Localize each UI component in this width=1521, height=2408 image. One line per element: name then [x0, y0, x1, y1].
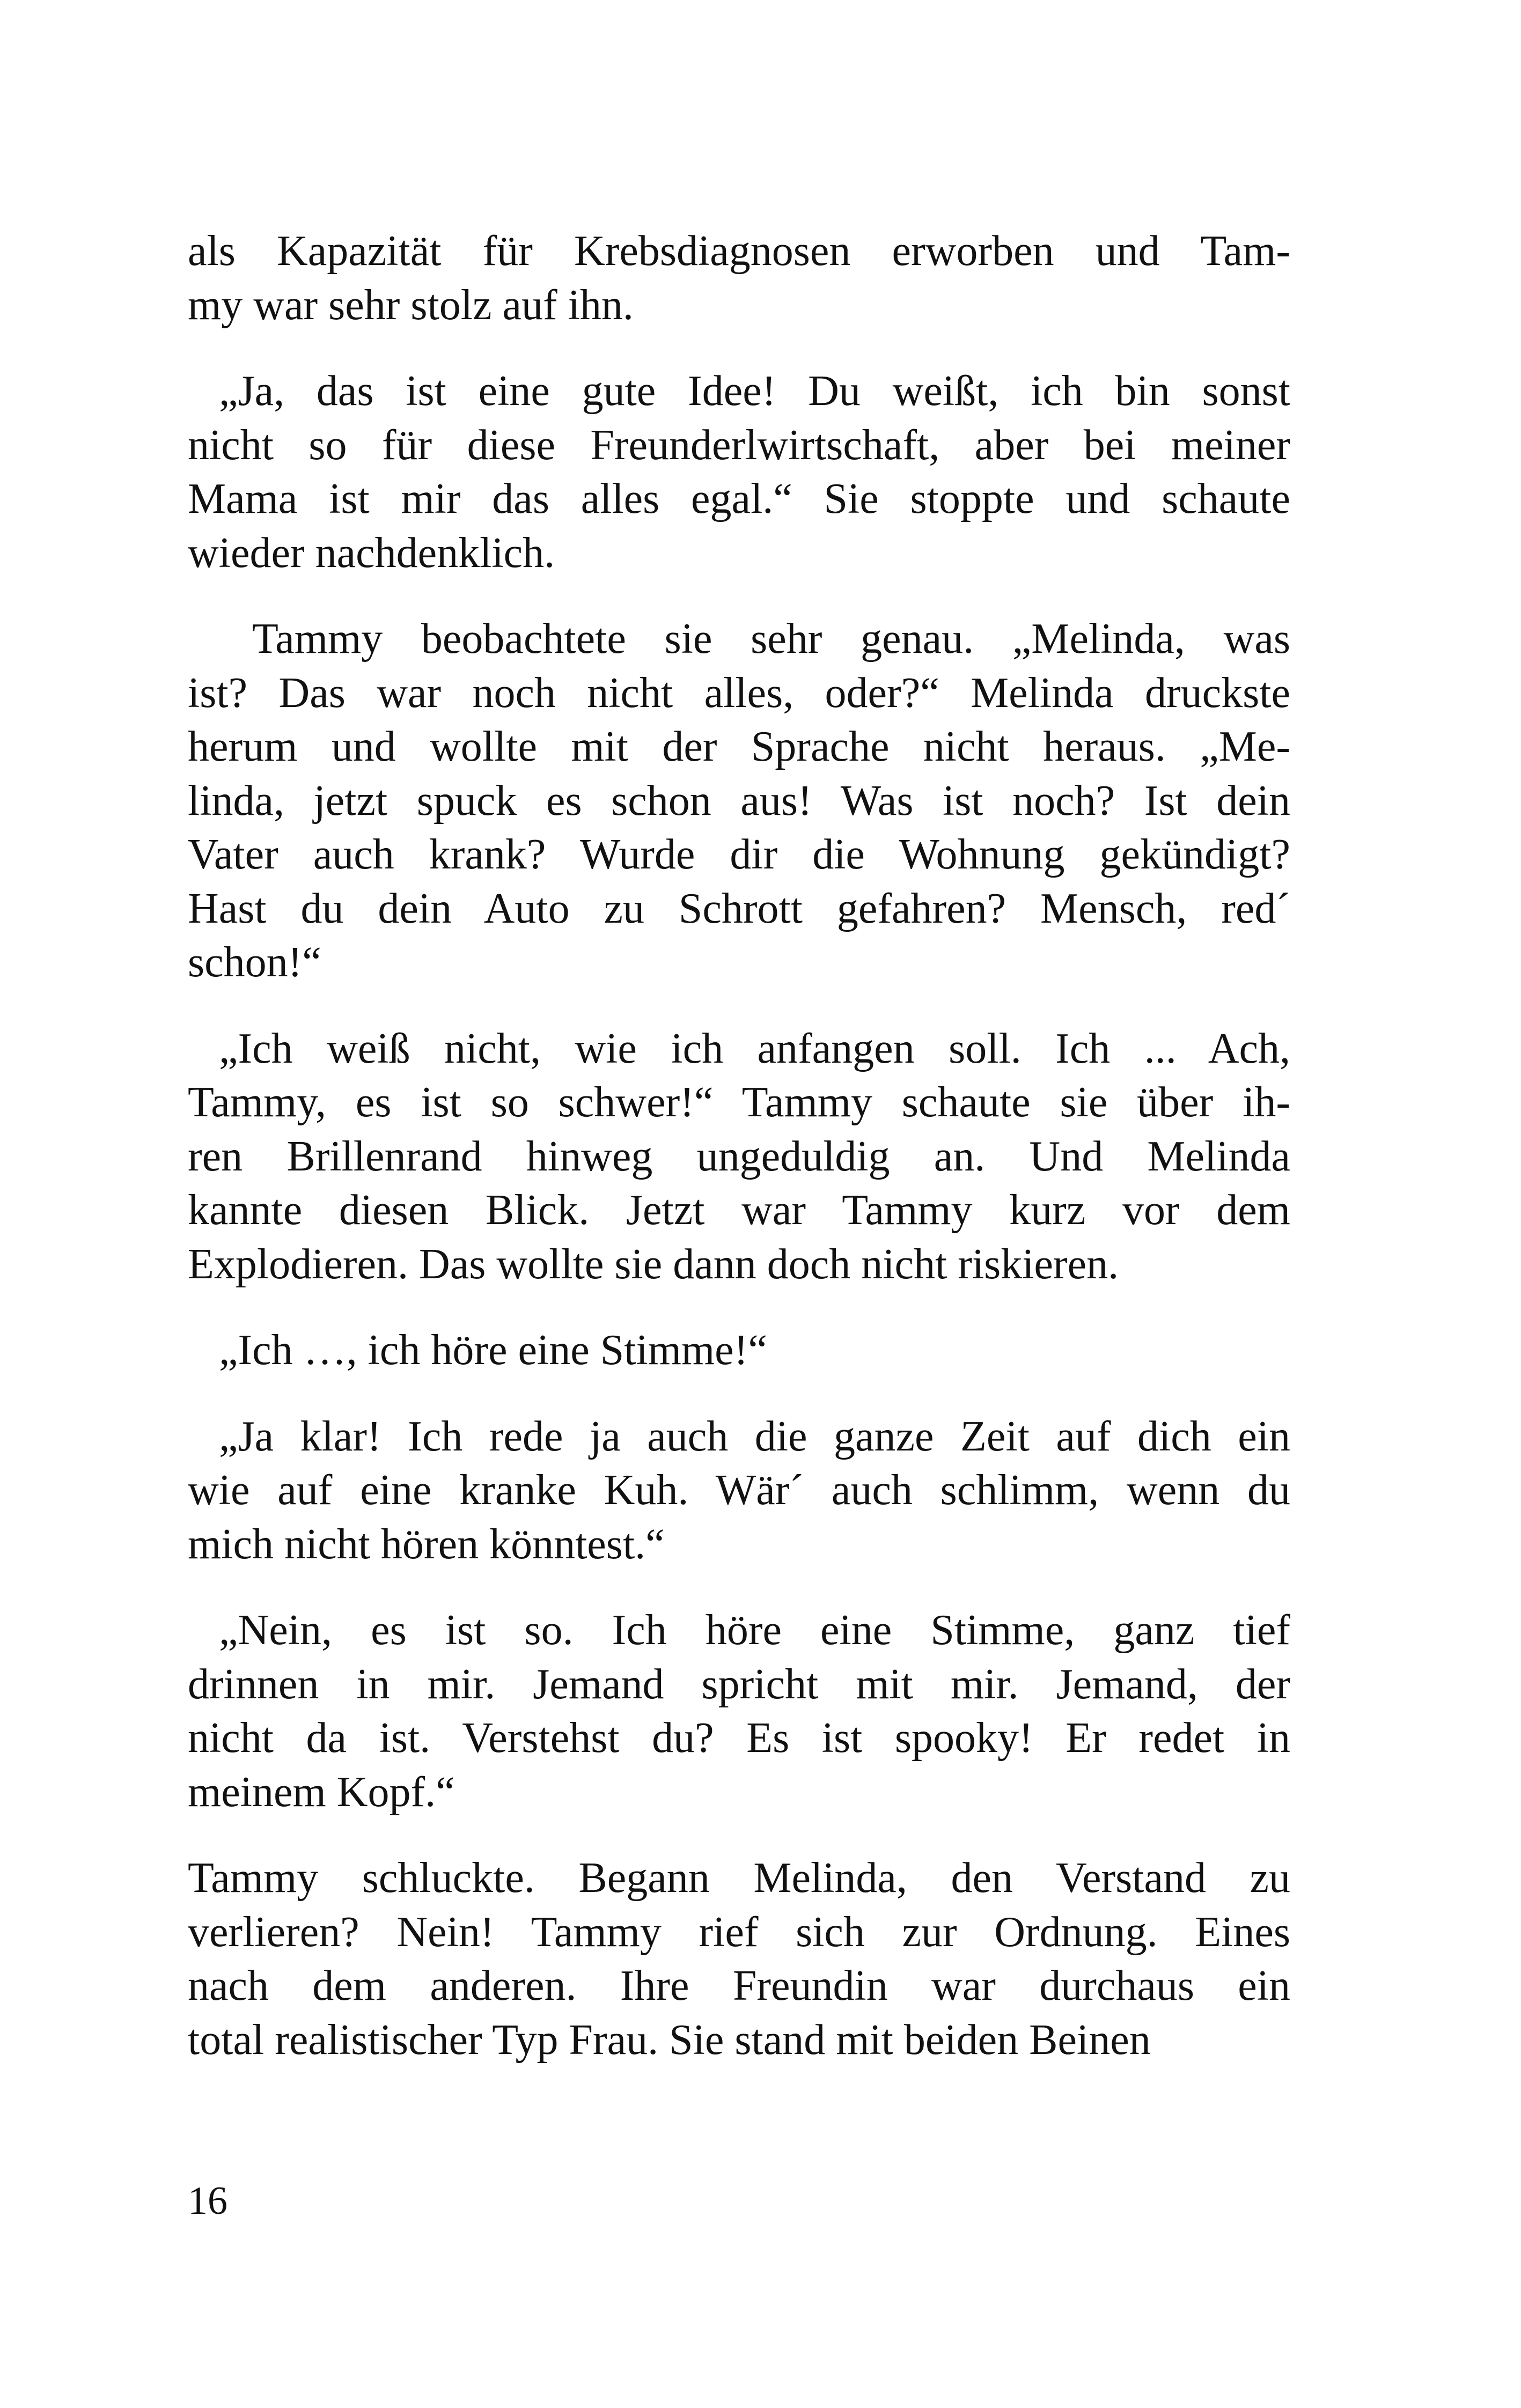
paragraph-3 — [188, 612, 1290, 990]
text-line: Explodieren. Das wollte sie dann doch nicht riskieren. — [188, 1240, 1119, 1288]
text-line: „Ja, das ist eine gute Idee! Du weißt, ich bin sonst — [219, 367, 1290, 415]
paragraph-1 — [188, 224, 1290, 332]
text-line: Mama ist mir das alles egal.“ Sie stoppte und schaute — [188, 475, 1290, 522]
paragraph-8 — [188, 1851, 1290, 2067]
body-text — [188, 224, 1290, 2067]
text-line: wie auf eine kranke Kuh. Wär´ auch schlimm, wenn du — [188, 1467, 1290, 1514]
text-line: schon!“ — [188, 939, 321, 986]
paragraph-7 — [188, 1603, 1290, 1819]
paragraph-5 — [188, 1323, 1290, 1378]
text-line: Tammy schluckte. Begann Melinda, den Verstand zu — [188, 1854, 1290, 1902]
text-line: nicht da ist. Verstehst du? Es ist spooky! Er redet in — [188, 1714, 1290, 1762]
text-line: „Ja klar! Ich rede ja auch die ganze Zeit auf dich ein — [219, 1412, 1290, 1460]
text-line: linda, jetzt spuck es schon aus! Was ist noch? Ist dein — [188, 777, 1290, 824]
text-line: „Ich …, ich höre eine Stimme!“ — [219, 1327, 767, 1374]
text-line: Vater auch krank? Wurde dir die Wohnung gekündigt? — [188, 831, 1290, 878]
paragraph-2 — [188, 364, 1290, 580]
page-number: 16 — [188, 2179, 227, 2223]
paragraph-4 — [188, 1022, 1290, 1292]
text-line: herum und wollte mit der Sprache nicht heraus. „Me- — [188, 723, 1290, 770]
text-line: kannte diesen Blick. Jetzt war Tammy kurz vor dem — [188, 1187, 1290, 1234]
text-line: meinem Kopf.“ — [188, 1768, 455, 1816]
text-line: my war sehr stolz auf ihn. — [188, 281, 634, 329]
text-line: „Nein, es ist so. Ich höre eine Stimme, ganz tief — [219, 1607, 1290, 1654]
text-line: nach dem anderen. Ihre Freundin war durchaus ein — [188, 1962, 1290, 2009]
text-line: „Ich weiß nicht, wie ich anfangen soll. Ich ... Ach, — [219, 1025, 1290, 1072]
text-line: ist? Das war noch nicht alles, oder?“ Melinda druckste — [188, 669, 1290, 717]
text-line: wieder nachdenklich. — [188, 529, 555, 577]
text-line: Hast du dein Auto zu Schrott gefahren? Mensch, red´ — [188, 885, 1290, 932]
text-line: nicht so für diese Freunderlwirtschaft, aber bei meiner — [188, 421, 1290, 469]
text-line: total realistischer Typ Frau. Sie stand mit beiden Beinen — [188, 2016, 1151, 2064]
paragraph-6 — [188, 1410, 1290, 1572]
text-line: Tammy beobachtete sie sehr genau. „Melinda, was — [252, 615, 1290, 662]
text-line: Tammy, es ist so schwer!“ Tammy schaute sie über ih- — [188, 1079, 1290, 1126]
text-line: ren Brillenrand hinweg ungeduldig an. Und Melinda — [188, 1132, 1290, 1180]
text-line: als Kapazität für Krebsdiagnosen erworben und Tam- — [188, 227, 1290, 275]
text-line: drinnen in mir. Jemand spricht mit mir. Jemand, der — [188, 1660, 1290, 1708]
text-line: verlieren? Nein! Tammy rief sich zur Ordnung. Eines — [188, 1908, 1290, 1956]
text-line: mich nicht hören könntest.“ — [188, 1520, 665, 1568]
